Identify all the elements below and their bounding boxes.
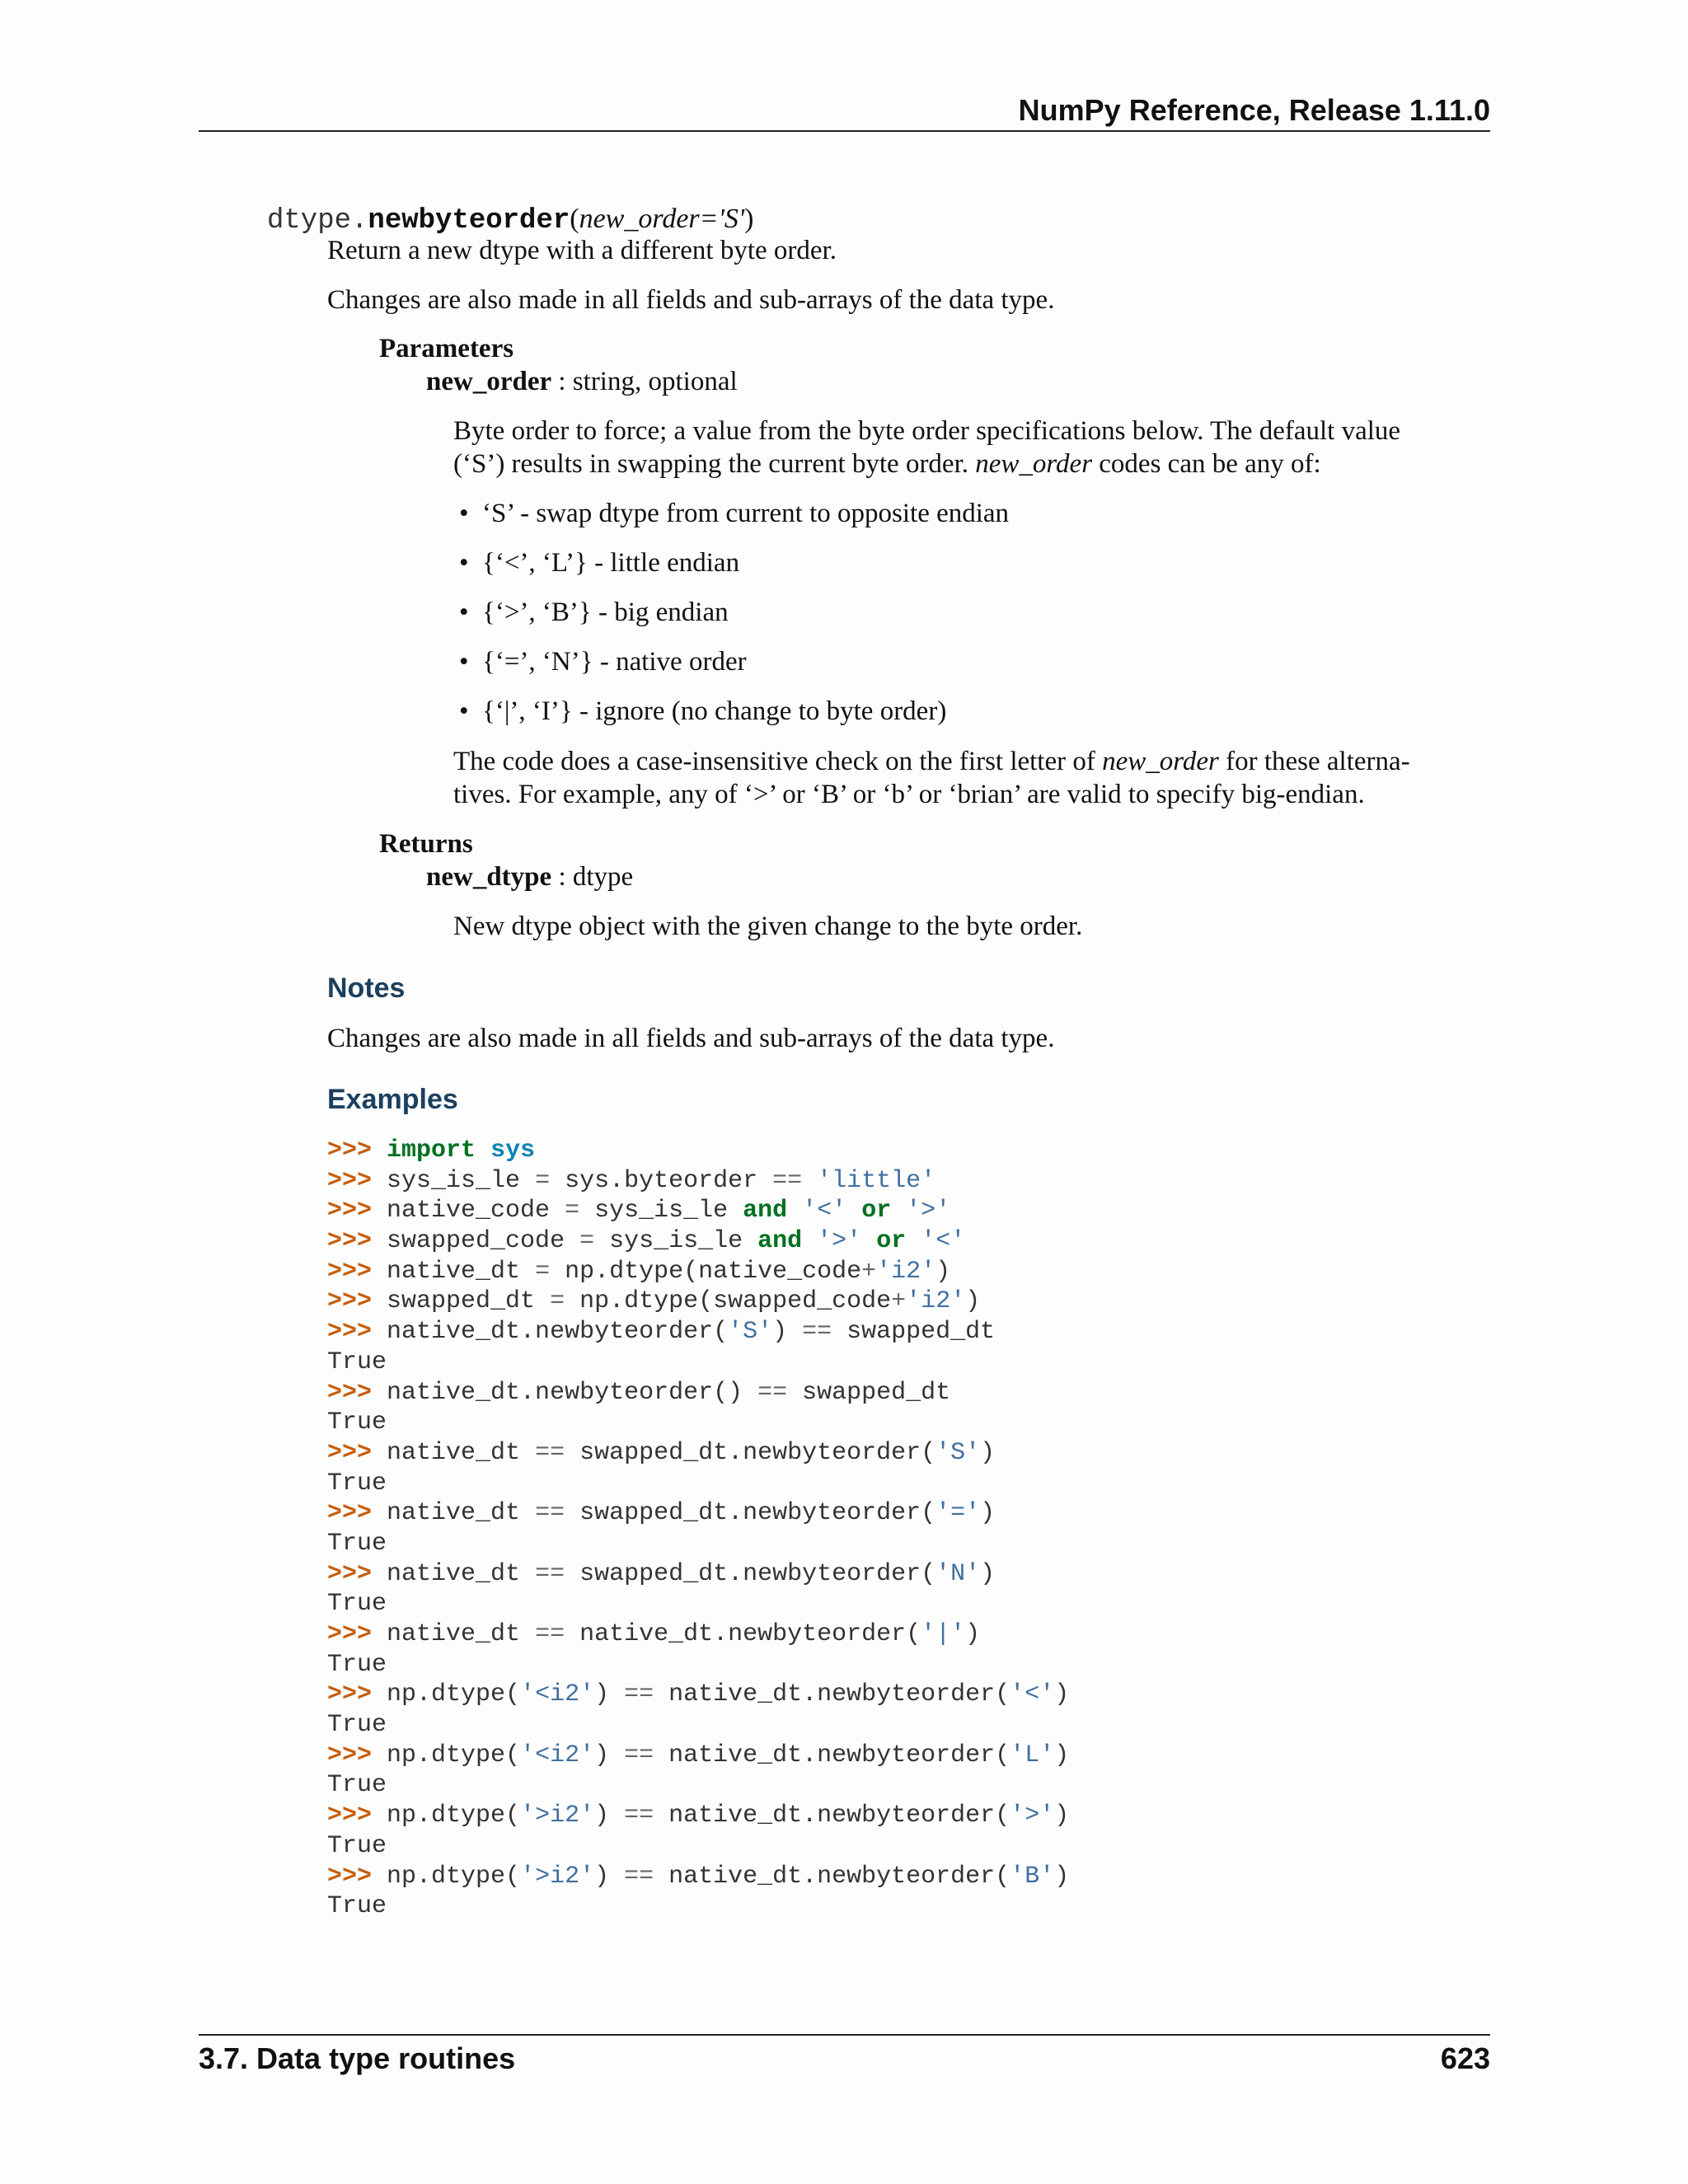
code-token: native_dt.newbyteorder( <box>654 1680 1010 1709</box>
list-item: • {‘<’, ‘L’} - little endian <box>482 546 739 579</box>
code-token: '>i2' <box>520 1862 595 1891</box>
examples-heading: Examples <box>327 1084 458 1115</box>
code-input-line <box>327 1286 1069 1317</box>
code-token: or <box>876 1227 907 1256</box>
code-token: native_dt <box>387 1559 536 1588</box>
code-token: ) <box>965 1287 981 1316</box>
param-desc-em: new_order <box>975 449 1093 479</box>
code-token: ) <box>1054 1741 1070 1769</box>
code-token: == <box>535 1438 565 1467</box>
code-output: True <box>327 1771 387 1800</box>
code-token: == <box>624 1862 654 1891</box>
code-token: swapped_dt.newbyteorder( <box>565 1438 936 1467</box>
code-prompt: >>> <box>327 1680 373 1709</box>
method-summary: Return a new dtype with a different byte order. <box>327 236 837 265</box>
code-input-line <box>327 1257 1069 1287</box>
code-token: np.dtype( <box>387 1741 521 1769</box>
code-token: 'B' <box>1010 1862 1055 1891</box>
param-after-em: new_order <box>1102 747 1219 776</box>
code-token: swapped_dt <box>832 1318 996 1347</box>
code-output-line <box>327 1831 1069 1862</box>
code-token: 'N' <box>935 1559 981 1588</box>
code-prompt: >>> <box>327 1499 373 1528</box>
code-output: True <box>327 1831 387 1860</box>
code-output: True <box>327 1711 387 1740</box>
code-token: native_dt.newbyteorder( <box>565 1620 921 1648</box>
code-prompt: >>> <box>327 1559 373 1588</box>
code-token: ) <box>980 1438 996 1467</box>
code-token: native_dt <box>387 1438 536 1467</box>
code-token: 'little' <box>817 1166 936 1195</box>
code-token: native_dt <box>387 1257 536 1286</box>
code-prompt: >>> <box>327 1166 373 1195</box>
returns-heading: Returns <box>379 829 473 859</box>
code-token <box>891 1197 906 1225</box>
code-prompt: >>> <box>327 1137 373 1165</box>
code-token: == <box>624 1741 654 1769</box>
code-token: '>' <box>906 1197 951 1226</box>
code-token: native_dt.newbyteorder( <box>387 1318 729 1347</box>
code-token: '=' <box>935 1499 981 1528</box>
code-token: = <box>579 1227 595 1256</box>
list-item: • ‘S’ - swap dtype from current to opposite endian <box>482 497 1009 530</box>
param-after-text: The code does a case-insensitive check on the first letter of <box>453 747 1103 776</box>
code-token: native_dt.newbyteorder( <box>654 1862 1010 1891</box>
list-item: • {‘>’, ‘B’} - big endian <box>482 596 729 629</box>
code-token: == <box>624 1802 654 1830</box>
code-output: True <box>327 1408 387 1437</box>
code-output-line <box>327 1469 1069 1499</box>
signature-open-paren: ( <box>570 204 579 234</box>
param-new-order <box>426 365 738 398</box>
code-input-line <box>327 1498 1069 1529</box>
code-prompt: >>> <box>327 1741 373 1769</box>
code-token: np.dtype( <box>387 1862 521 1891</box>
code-token: + <box>891 1287 907 1316</box>
signature-method-name: newbyteorder <box>368 205 570 237</box>
code-output: True <box>327 1529 387 1558</box>
code-token <box>861 1227 876 1255</box>
code-token: 'S' <box>935 1438 981 1467</box>
code-prompt: >>> <box>327 1802 373 1830</box>
code-token: swapped_code <box>387 1227 580 1256</box>
code-prompt: >>> <box>327 1438 373 1467</box>
code-token: swapped_dt.newbyteorder( <box>565 1499 936 1528</box>
code-token: 'i2' <box>906 1287 966 1316</box>
method-description: Changes are also made in all fields and sub-arrays of the data type. <box>327 285 1055 315</box>
code-output-line <box>327 1347 1069 1378</box>
code-output: True <box>327 1892 387 1921</box>
code-example <box>327 1136 1069 1922</box>
code-input-line <box>327 1136 1069 1166</box>
param-after-text-end: for these alterna- <box>1218 747 1410 776</box>
code-token: 'S' <box>728 1318 773 1347</box>
code-token: 'i2' <box>876 1257 936 1286</box>
return-new-dtype <box>426 860 633 893</box>
code-input-line <box>327 1196 1069 1226</box>
running-header: NumPy Reference, Release 1.11.0 <box>1018 93 1490 127</box>
param-desc-line2 <box>453 448 1321 480</box>
code-token: swapped_dt <box>387 1287 551 1316</box>
param-name: new_order <box>426 367 552 396</box>
code-input-line <box>327 1317 1069 1347</box>
code-token: sys.byteorder <box>550 1166 773 1195</box>
code-token: native_dt.newbyteorder( <box>654 1802 1010 1830</box>
code-token: = <box>535 1166 551 1195</box>
code-prompt: >>> <box>327 1287 373 1316</box>
code-token: = <box>550 1287 565 1316</box>
code-token: ) <box>594 1741 625 1769</box>
code-token: ) <box>1054 1680 1070 1709</box>
code-output: True <box>327 1469 387 1497</box>
code-token: == <box>624 1680 654 1709</box>
signature-params: new_order='S' <box>579 204 745 234</box>
code-prompt: >>> <box>327 1257 373 1286</box>
list-item: • {‘=’, ‘N’} - native order <box>482 645 747 678</box>
code-token: '<' <box>921 1227 966 1256</box>
param-after-line1 <box>453 745 1410 778</box>
code-token <box>802 1167 817 1195</box>
code-token: ) <box>594 1680 625 1709</box>
code-token: = <box>565 1197 580 1226</box>
code-token: '<' <box>1010 1680 1055 1709</box>
code-token: == <box>535 1620 565 1648</box>
code-input-line <box>327 1559 1069 1590</box>
code-token: sys_is_le <box>594 1227 758 1256</box>
code-token: '<' <box>802 1197 847 1226</box>
code-prompt: >>> <box>327 1197 373 1226</box>
code-token: native_dt.newbyteorder( <box>654 1741 1010 1769</box>
code-token: '>' <box>817 1227 862 1256</box>
code-token: np.dtype( <box>387 1802 521 1830</box>
code-token: == <box>772 1166 803 1195</box>
code-token: or <box>861 1197 892 1226</box>
code-token: native_code <box>387 1197 565 1226</box>
param-desc-text-end: codes can be any of: <box>1092 449 1321 479</box>
code-token: and <box>743 1197 788 1226</box>
code-output-line <box>327 1770 1069 1801</box>
page-number: 623 <box>1440 2041 1490 2075</box>
code-input-line <box>327 1862 1069 1892</box>
code-output-line <box>327 1710 1069 1741</box>
param-desc-text: (‘S’) results in swapping the current byte order. <box>453 449 976 479</box>
header-rule <box>199 130 1490 132</box>
code-token: np.dtype( <box>387 1680 521 1709</box>
code-token: sys_is_le <box>387 1166 536 1195</box>
code-input-line <box>327 1378 1069 1408</box>
footer-rule <box>199 2034 1490 2036</box>
code-output-line <box>327 1589 1069 1619</box>
code-token: sys <box>490 1137 536 1165</box>
code-token: == <box>802 1318 832 1347</box>
code-output: True <box>327 1347 387 1376</box>
code-input-line <box>327 1741 1069 1771</box>
signature-close-paren: ) <box>744 204 754 234</box>
code-output: True <box>327 1590 387 1619</box>
code-prompt: >>> <box>327 1378 373 1407</box>
code-output-line <box>327 1891 1069 1922</box>
page-footer <box>199 2041 1490 2077</box>
code-token <box>906 1227 921 1255</box>
code-token: native_dt <box>387 1499 536 1528</box>
code-token: native_dt.newbyteorder() <box>387 1378 758 1407</box>
code-token: swapped_dt <box>787 1378 951 1407</box>
code-token: ) <box>594 1802 625 1830</box>
code-token: = <box>535 1257 551 1286</box>
code-output: True <box>327 1650 387 1679</box>
return-desc: New dtype object with the given change to the byte order. <box>453 912 1083 941</box>
code-token: and <box>757 1227 803 1256</box>
code-token <box>476 1137 490 1165</box>
code-output-line <box>327 1408 1069 1438</box>
parameters-heading: Parameters <box>379 334 514 363</box>
code-prompt: >>> <box>327 1620 373 1648</box>
code-token: np.dtype(swapped_code <box>565 1287 892 1316</box>
code-token <box>802 1227 817 1255</box>
code-output-line <box>327 1529 1069 1559</box>
code-token: '>' <box>1010 1802 1055 1830</box>
code-token: ) <box>772 1318 803 1347</box>
return-name: new_dtype <box>426 862 552 892</box>
param-type: : string, optional <box>551 367 738 396</box>
code-token: 'L' <box>1010 1741 1055 1769</box>
code-token: native_dt <box>387 1620 536 1648</box>
code-token: np.dtype(native_code <box>550 1257 862 1286</box>
code-token: ) <box>980 1559 996 1588</box>
code-token: ) <box>935 1257 951 1286</box>
code-output-line <box>327 1650 1069 1680</box>
code-token: '<i2' <box>520 1741 595 1769</box>
code-token: sys_is_le <box>579 1197 743 1226</box>
code-token: ) <box>980 1499 996 1528</box>
list-item: • {‘|’, ‘I’} - ignore (no change to byte order) <box>482 695 946 728</box>
code-token: ) <box>965 1620 981 1648</box>
code-input-line <box>327 1438 1069 1469</box>
code-token: '>i2' <box>520 1802 595 1830</box>
code-token: == <box>757 1378 788 1407</box>
code-token <box>846 1197 861 1225</box>
code-input-line <box>327 1619 1069 1650</box>
code-prompt: >>> <box>327 1227 373 1256</box>
code-token: ) <box>1054 1862 1070 1891</box>
param-desc-line1: Byte order to force; a value from the byte order specifications below. The default value <box>453 416 1401 446</box>
code-input-line <box>327 1801 1069 1831</box>
footer-section: 3.7. Data type routines <box>199 2041 516 2075</box>
code-input-line <box>327 1166 1069 1197</box>
param-after-line2: tives. For example, any of ‘>’ or ‘B’ or ‘b’ or ‘brian’ are valid to specify big-endian. <box>453 780 1365 809</box>
code-token: + <box>861 1257 877 1286</box>
code-input-line <box>327 1680 1069 1710</box>
code-prompt: >>> <box>327 1862 373 1891</box>
signature-class: dtype. <box>267 205 368 237</box>
return-type: : dtype <box>551 862 634 892</box>
code-token <box>787 1197 802 1225</box>
notes-heading: Notes <box>327 972 406 1004</box>
code-token: swapped_dt.newbyteorder( <box>565 1559 936 1588</box>
code-token: '<i2' <box>520 1680 595 1709</box>
code-token: == <box>535 1499 565 1528</box>
code-token: ) <box>1054 1802 1070 1830</box>
code-token: ) <box>594 1862 625 1891</box>
code-prompt: >>> <box>327 1318 373 1347</box>
code-input-line <box>327 1226 1069 1257</box>
notes-text: Changes are also made in all fields and sub-arrays of the data type. <box>327 1024 1055 1053</box>
code-token: == <box>535 1559 565 1588</box>
code-token: '|' <box>921 1620 966 1648</box>
code-token: import <box>387 1137 476 1165</box>
